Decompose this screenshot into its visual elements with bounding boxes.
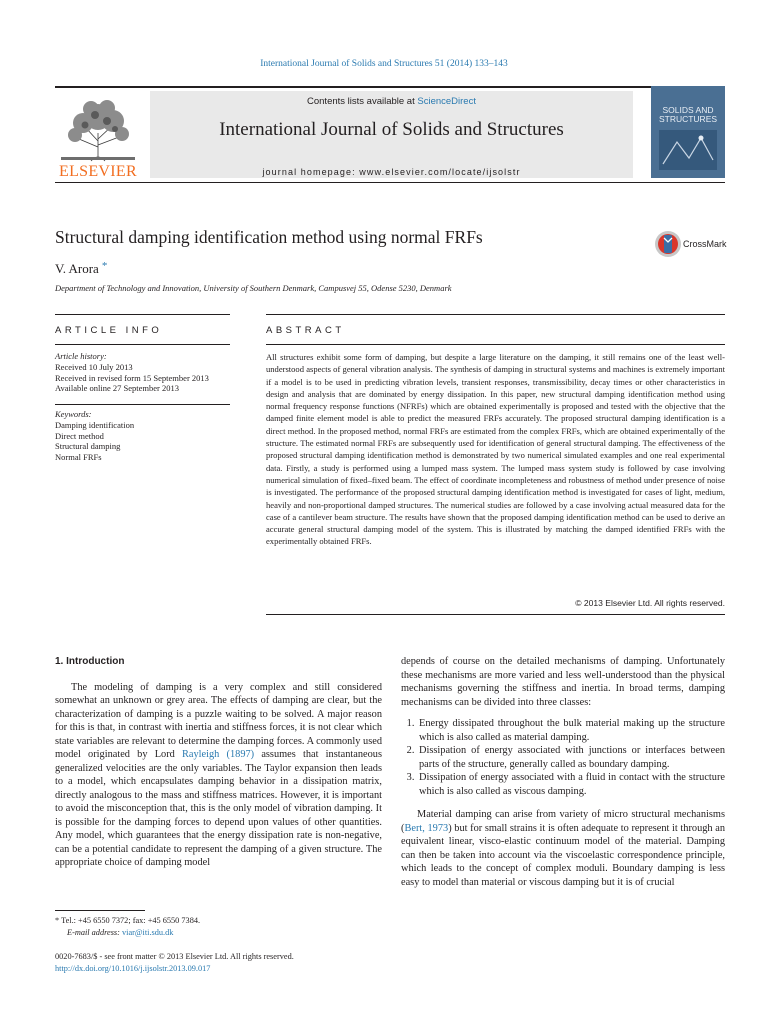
journal-reference-link[interactable]: International Journal of Solids and Structures 51 (2014) 133–143 xyxy=(260,59,508,69)
journal-cover-image xyxy=(651,86,725,178)
history-online: Available online 27 September 2013 xyxy=(55,383,180,394)
keywords-label: Keywords: xyxy=(55,409,92,419)
abstract-text: All structures exhibit some form of damping, but despite a large literature on the damping, it still remains one of the least well-understood aspects of general vibration analysis. The synthesis of damping in structural systems and machines is extremely important if a model is to be used in predicting vibration levels, transient responses, transmissibility, decay times or other characteristics in design and analysis that are dominated by energy dissipation. In this paper, new structural damping identification method using normal frequency response functions (NFRFs) which are obtained experimentally is proposed and tested with the objective that the damped finite element model is able to predict the measured FRFs accurately. The proposed structural damping identification is a direct method. In the proposed method, normal FRFs are estimated from the complex FRFs, which are obtained experimentally of the structure. The estimated normal FRFs are subsequently used for identification of general structural damping. The effectiveness of the proposed structural damping identification method is demonstrated by two numerical simulated examples and one real experimental data. Firstly, a study is performed using a lumped mass system. The lumped mass system study is followed by case involving numerical simulation of fixed–fixed beam. The effect of coordinate incompleteness and robustness of method under presence of noise is investigated. The performance of the proposed structural damping identification method is investigated for cases of light, medium, heavily and non-proportional damped structures. The numerical studies are followed by a case involving actual measured data for the case of a cantilever beam structure. The results have shown that the proposed damping identification method can be used to derive an accurate general structural damping model of the system. This is illustrated by matching the damped identified FRFs with the experimentally obtained FRFs. xyxy=(266,352,725,547)
crossmark-label[interactable]: CrossMark xyxy=(683,239,727,249)
affiliation: Department of Technology and Innovation, University of Southern Denmark, Campusvej 55, Odense 5230, Denmark xyxy=(55,283,452,293)
author-footnote xyxy=(55,915,385,938)
journal-banner xyxy=(150,91,633,178)
contents-prefix: Contents lists available at xyxy=(307,96,418,107)
author-footnote-mark[interactable]: * xyxy=(101,260,108,272)
email-link[interactable]: viar@iti.sdu.dk xyxy=(122,927,174,937)
header-top-rule xyxy=(55,86,725,88)
intro-paragraph xyxy=(55,681,382,870)
keyword-item: Structural damping xyxy=(55,441,121,452)
footnote-mark: * xyxy=(55,916,60,925)
header-bottom-rule xyxy=(55,182,725,183)
article-info-heading: ARTICLE INFO xyxy=(55,325,163,336)
keyword-item: Damping identification xyxy=(55,419,135,430)
intro-text-part: assumes that instantaneous generalized velocities are the only variables. The Taylor expansion then leads to a model, which encapsulates damping behavior in a dissipation matrix, directly analogous to the mass and stiffness matrices. However, it is important to avoid the misconception that, this is the only model of vibration damping. It is possible for the damping forces to depend upon values of other quantities. Any model, which guarantees that the energy dissipation rate is non-negative, can be a potential candidate to represent the damping of a given structure. The appropriate choice of damping model xyxy=(55,749,382,868)
footnote-tel: Tel.: +45 6550 7372; fax: +45 6550 7384. xyxy=(61,916,201,925)
sciencedirect-link[interactable]: ScienceDirect xyxy=(417,96,476,107)
abstract-copyright: © 2013 Elsevier Ltd. All rights reserved. xyxy=(575,598,725,608)
article-history xyxy=(55,351,235,394)
doi-link[interactable]: http://dx.doi.org/10.1016/j.ijsolstr.2013.09.017 xyxy=(55,964,211,973)
issn-line: 0020-7683/$ - see front matter © 2013 Elsevier Ltd. All rights reserved. xyxy=(55,952,294,961)
email-label: E-mail address: xyxy=(67,927,122,937)
citation-bert-1973[interactable]: Bert, 1973 xyxy=(404,822,449,834)
paragraph-text-part: ) but for small strains it is often adequate to represent it through an equivalent linear, visco-elastic continuum model of the material. Damping can then be taken into account via the viscoelastic correspondence principle, which leads to the concept of complex moduli. Boundary damping is less easy to model than material or viscous damping but it is of crucial xyxy=(401,822,725,888)
author-line xyxy=(55,260,107,277)
keywords xyxy=(55,409,235,463)
body-column-left xyxy=(55,655,382,870)
footnote-email-line xyxy=(55,927,385,939)
keyword-item: Direct method xyxy=(55,430,104,441)
citation-rayleigh-1897[interactable]: Rayleigh (1897) xyxy=(182,749,255,760)
contents-line xyxy=(150,96,633,107)
list-item: 2. Dissipation of energy associated with junctions or interfaces between parts of the structure, generally called as boundary damping. xyxy=(417,744,725,771)
abstract-bottom-rule xyxy=(266,614,725,615)
front-matter xyxy=(55,951,385,975)
cover-title: SOLIDS AND STRUCTURES xyxy=(658,105,718,124)
journal-title: International Journal of Solids and Structures xyxy=(219,119,564,140)
journal-homepage[interactable]: journal homepage: www.elsevier.com/locate/ijsolstr xyxy=(262,167,521,177)
damping-classes-list xyxy=(401,717,725,798)
footnote-rule xyxy=(55,910,145,911)
paper-title: Structural damping identification method using normal FRFs xyxy=(55,227,483,247)
list-item: 1. Energy dissipated throughout the bulk material making up the structure which is also called as material damping. xyxy=(417,717,725,744)
elsevier-wordmark: ELSEVIER xyxy=(59,163,137,180)
abstract-heading-rule xyxy=(266,344,725,345)
footnote-contact xyxy=(55,915,385,927)
article-info-top-rule xyxy=(55,314,230,315)
history-label: Article history: xyxy=(55,351,107,361)
abstract-heading: ABSTRACT xyxy=(266,325,345,336)
history-received: Received 10 July 2013 xyxy=(55,361,133,372)
body-column-right xyxy=(401,655,725,889)
abstract-top-rule xyxy=(266,314,725,315)
cover-artwork xyxy=(659,130,717,170)
intro-text-part: The modeling of damping is a very complex and still considered somewhat an unknown or grey area. The effects of damping are clear, but the characterization of damping is a puzzle waiting to be solved. A major reason for this is that, in contrast with inertia and stiffness forces, it is not clear which state variables are relevant to determine the damping forces. A commonly used model originated by Lord xyxy=(55,681,382,760)
material-damping-paragraph xyxy=(401,808,725,889)
article-info-heading-rule xyxy=(55,344,230,345)
history-revised: Received in revised form 15 September 2013 xyxy=(55,372,209,383)
paragraph-text-part: Material damping can arise from variety of micro structural mechanisms ( xyxy=(401,809,725,834)
author-name: V. Arora xyxy=(55,261,99,276)
keyword-item: Normal FRFs xyxy=(55,452,102,463)
section-heading-introduction: 1. Introduction xyxy=(55,656,125,667)
keywords-rule xyxy=(55,404,230,405)
damping-classes-intro: depends of course on the detailed mechanisms of damping. Unfortunately these mechanisms are more varied and less well-understood than the physical mechanisms governing the stiffness and inertia. In broad terms, damping mechanisms can be divided into three classes: xyxy=(401,656,725,708)
list-item: 3. Dissipation of energy associated with a fluid in contact with the structure which is also called as viscous damping. xyxy=(417,771,725,798)
